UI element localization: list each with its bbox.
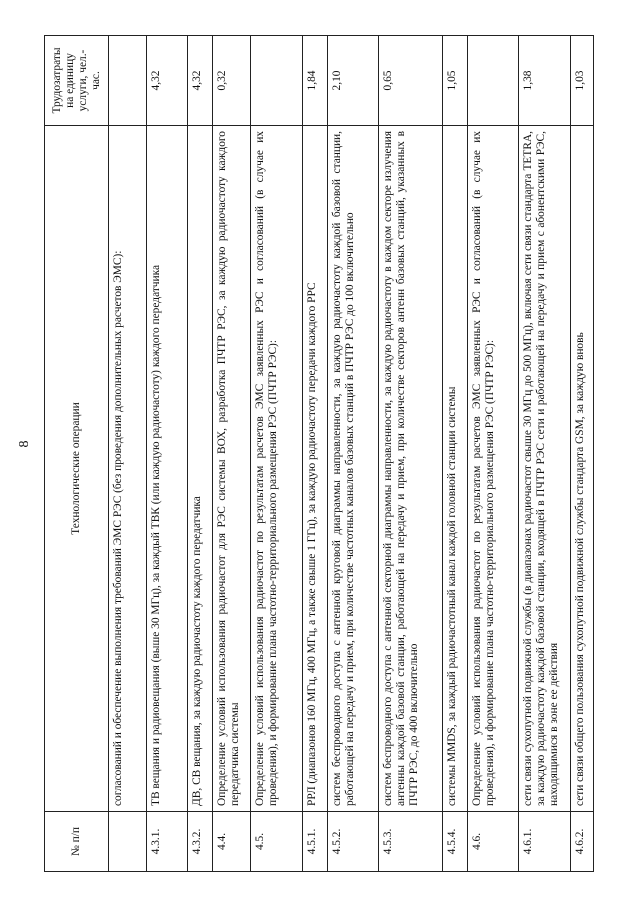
table-header-row [45, 36, 109, 872]
row-effort: 1,05 [442, 36, 468, 126]
table-row [302, 36, 328, 872]
row-effort: 4,32 [187, 36, 213, 126]
row-effort: 1,84 [302, 36, 328, 126]
row-effort: 1,03 [570, 36, 593, 126]
table-row [213, 36, 251, 872]
row-number [109, 812, 147, 872]
row-operation: системы MMDS, за каждый радиочастотный канал каждой головной станции системы [442, 126, 468, 812]
table-row [570, 36, 593, 872]
row-effort: 4,32 [147, 36, 187, 126]
row-operation: РРЛ (диапазонов 160 МГц, 400 МГц, а также свыше 1 ГГц), за каждую радиочастоту передачи каждого РРС [302, 126, 328, 812]
page-number: 8 [17, 440, 32, 448]
row-number: 4.5. [251, 812, 302, 872]
row-effort [468, 36, 519, 126]
row-operation: сети связи общего пользования сухопутной подвижной службы стандарта GSM, за каждую вновь [570, 126, 593, 812]
row-operation: систем беспроводного доступа с антенной секторной диаграммы направленности, за каждую радиочастоту в каждом секторе излучения антенны каждой базовой станции, работающей на передачу и прием, при количестве секторов антенн базовых станций, указанных в ПЧТР РЭС, до 400 включительно [379, 126, 443, 812]
rotated-page-content [44, 36, 594, 872]
row-operation: Определение условий использования радиочастот по результатам расчетов ЭМС заявленных РЭС и согласований (в случае их проведения), и формирование плана частотно-территориального размещения РЭС (ПЧТР РЭС): [251, 126, 302, 812]
row-number: 4.6.2. [570, 812, 593, 872]
header-operation: Технологические операции [45, 126, 109, 812]
row-number: 4.3.1. [147, 812, 187, 872]
table-row [468, 36, 519, 872]
row-effort: 0,65 [379, 36, 443, 126]
row-effort: 0,32 [213, 36, 251, 126]
header-num: № п/п [45, 812, 109, 872]
row-operation: ДВ, СВ вещания, за каждую радиочастоту каждого передатчика [187, 126, 213, 812]
row-number: 4.3.2. [187, 812, 213, 872]
row-operation: сети связи сухопутной подвижной службы (в диапазонах радиочастот свыше 30 МГц до 500 МГц), включая сети связи стандарта TETRA, за каждую радиочастоту каждой базовой станции, входящей в ПЧТР РЭС сети и работающей на передачу и прием с абонентскими РЭС, находящимися в зоне ее действия [519, 126, 570, 812]
row-operation: Определение условий использования радиочастот для РЭС системы ВОХ, разработка ПЧТР РЭС, за каждую радиочастоту каждого передатчика системы [213, 126, 251, 812]
tariff-table [44, 35, 594, 872]
row-effort [109, 36, 147, 126]
row-operation: согласований и обеспечение выполнения требований ЭМС РЭС (без проведения дополнительных расчетов ЭМС): [109, 126, 147, 812]
row-operation: Определение условий использования радиочастот по результатам расчетов ЭМС заявленных РЭС и согласований (в случае их проведения), и формирование плана частотно-территориального размещения РЭС (ПЧТР РЭС): [468, 126, 519, 812]
table-row [109, 36, 147, 872]
row-effort [251, 36, 302, 126]
table-row [147, 36, 187, 872]
row-number: 4.5.3. [379, 812, 443, 872]
header-effort: Трудозатраты на единицу услуги, чел.-час. [45, 36, 109, 126]
table-row [379, 36, 443, 872]
row-number: 4.6. [468, 812, 519, 872]
table-row [328, 36, 379, 872]
table-row [519, 36, 570, 872]
table-row [251, 36, 302, 872]
row-number: 4.4. [213, 812, 251, 872]
row-effort: 1,38 [519, 36, 570, 126]
row-operation: ТВ вещания и радиовещания (выше 30 МГц), за каждый ТВК (или каждую радиочастоту) каждого передатчика [147, 126, 187, 812]
table-row [187, 36, 213, 872]
table-body [109, 36, 594, 872]
row-number: 4.5.4. [442, 812, 468, 872]
row-number: 4.6.1. [519, 812, 570, 872]
row-number: 4.5.2. [328, 812, 379, 872]
row-operation: систем беспроводного доступа с антенной круговой диаграммы направленности, за каждую радиочастоту каждой базовой станции, работающей на передачу и прием, при количестве частотных каналов базовых станций в ПЧТР РЭС до 100 включительно [328, 126, 379, 812]
row-effort: 2,10 [328, 36, 379, 126]
table-row [442, 36, 468, 872]
row-number: 4.5.1. [302, 812, 328, 872]
